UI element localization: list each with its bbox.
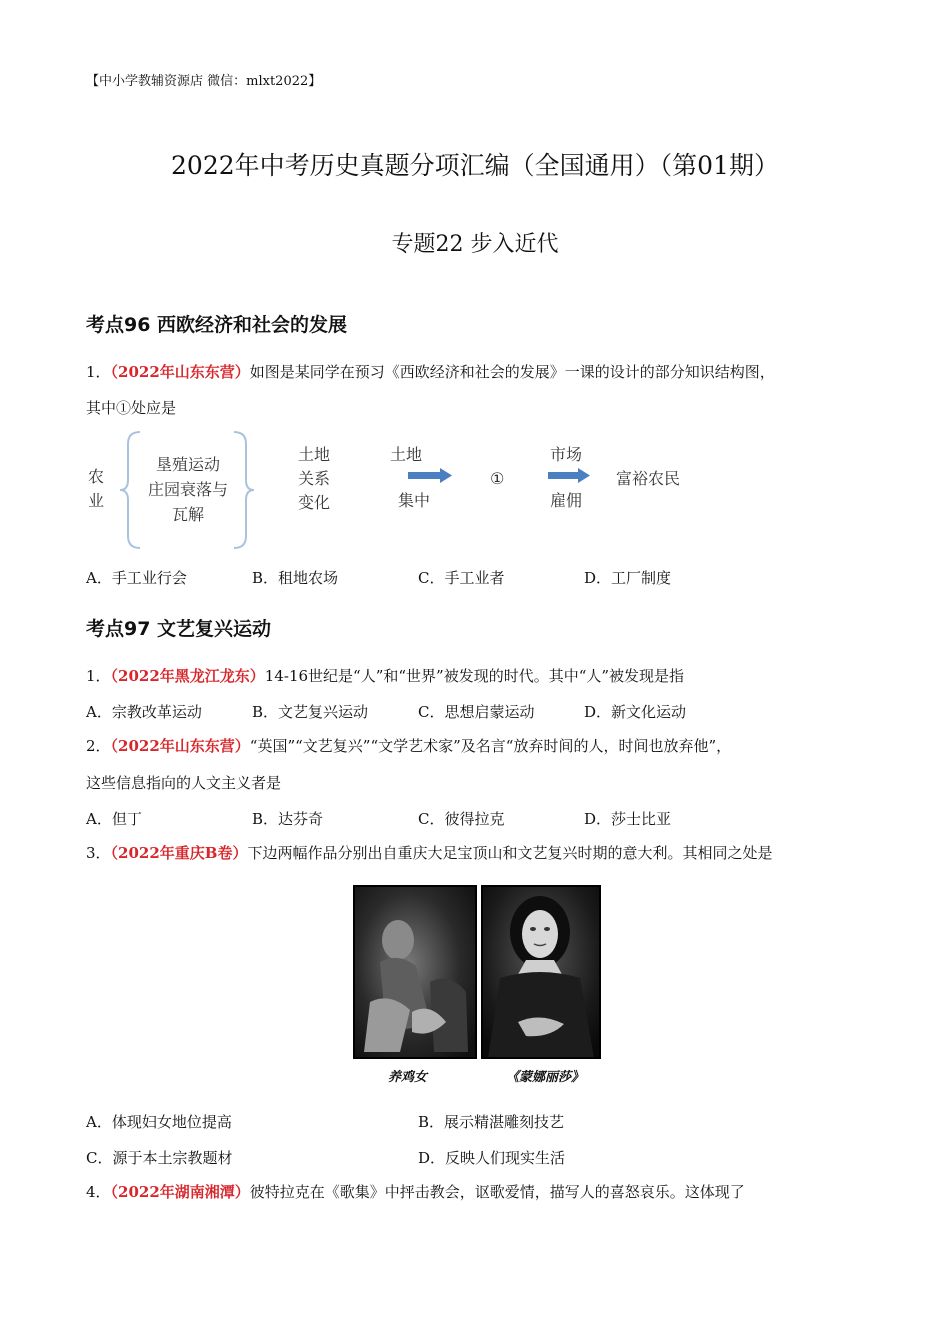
option-c: C．彼得拉克	[418, 810, 505, 828]
option-a: A．体现妇女地位提高	[86, 1113, 232, 1131]
left-photo-caption: 养鸡女	[388, 1070, 428, 1085]
arrow1-bottom-label: 集中	[398, 491, 431, 510]
option-b: B．达芬奇	[252, 810, 324, 828]
question-2-line	[86, 736, 731, 756]
question-source: （2022年山东东营）	[110, 737, 250, 755]
result-label: 富裕农民	[616, 469, 681, 488]
option-d: D．莎士比亚	[584, 810, 672, 828]
section-heading: 考点96 西欧经济和社会的发展	[86, 314, 348, 336]
arrow2-top-label: 市场	[550, 445, 583, 464]
option-b: B．展示精湛雕刻技艺	[418, 1113, 565, 1131]
header-note: 【中小学教辅资源店 微信：mlxt2022】	[86, 74, 322, 89]
question-text: 下边两幅作品分别出自重庆大足宝顶山和文艺复兴时期的意大利。其相同之处是	[247, 844, 773, 862]
mona-lisa-image	[482, 886, 600, 1058]
option-a: A．宗教改革运动	[86, 703, 202, 721]
option-d: D．新文化运动	[584, 703, 687, 721]
option-b: B．租地农场	[252, 569, 339, 587]
chicken-woman-sculpture-image	[354, 886, 476, 1058]
question-text: 如图是某同学在预习《西欧经济和社会的发展》一课的设计的部分知识结构图，	[249, 363, 775, 381]
question-number: 4．	[86, 1183, 111, 1201]
land-relation-1: 土地	[298, 445, 331, 464]
question-text: 14-16世纪是“人”和“世界”被发现的时代。其中“人”被发现是指	[264, 667, 685, 685]
question-number: 1．	[86, 363, 111, 381]
question-source: （2022年黑龙江龙东）	[110, 667, 265, 685]
question-number: 2．	[86, 737, 111, 755]
option-a: A．但丁	[86, 810, 142, 828]
question-4-line	[86, 1182, 745, 1202]
page-subtitle: 专题22 步入近代	[391, 232, 559, 257]
land-relation-3: 变化	[298, 493, 331, 512]
knowledge-structure-diagram	[86, 428, 706, 552]
option-b: B．文艺复兴运动	[252, 703, 369, 721]
blank-circle-marker: ①	[490, 469, 505, 488]
question-text: “英国”“文艺复兴”“文学艺术家”及名言“放弃时间的人，时间也放弃他”，	[249, 737, 732, 755]
arrow1-top-label: 土地	[390, 445, 423, 464]
question-source: （2022年湖南湘潭）	[110, 1183, 250, 1201]
page-title: 2022年中考历史真题分项汇编（全国通用）（第01期）	[171, 151, 779, 180]
question-text: 彼特拉克在《歌集》中抨击教会，讴歌爱情，描写人的喜怒哀乐。这体现了	[249, 1183, 745, 1201]
artwork-photos	[350, 882, 606, 1092]
option-d: D．反映人们现实生活	[418, 1149, 566, 1167]
option-c: C．源于本土宗教题材	[86, 1149, 233, 1167]
agriculture-label-1: 农	[88, 467, 105, 486]
right-photo-caption: 《蒙娜丽莎》	[506, 1070, 585, 1085]
option-c: C．思想启蒙运动	[418, 703, 535, 721]
artwork-images	[350, 882, 606, 1092]
question-source: （2022年重庆B卷）	[110, 844, 248, 862]
brace-item-2: 庄园衰落与	[148, 480, 229, 499]
section-heading: 考点97 文艺复兴运动	[86, 618, 272, 640]
arrow2-bottom-label: 雇佣	[550, 491, 583, 510]
option-d: D．工厂制度	[584, 569, 672, 587]
option-c: C．手工业者	[418, 569, 505, 587]
land-relation-2: 关系	[298, 469, 331, 488]
question-3-line	[86, 843, 773, 863]
option-a: A．手工业行会	[86, 569, 187, 587]
question-1-line	[86, 362, 775, 382]
question-1-line	[86, 666, 684, 686]
question-text-cont: 这些信息指向的人文主义者是	[86, 774, 282, 792]
brace-item-1: 垦殖运动	[156, 455, 221, 474]
question-text-cont: 其中①处应是	[86, 399, 177, 417]
question-number: 1．	[86, 667, 111, 685]
question-source: （2022年山东东营）	[110, 363, 250, 381]
question-number: 3．	[86, 844, 111, 862]
agriculture-label-2: 业	[88, 491, 105, 510]
brace-item-3: 瓦解	[172, 505, 205, 524]
